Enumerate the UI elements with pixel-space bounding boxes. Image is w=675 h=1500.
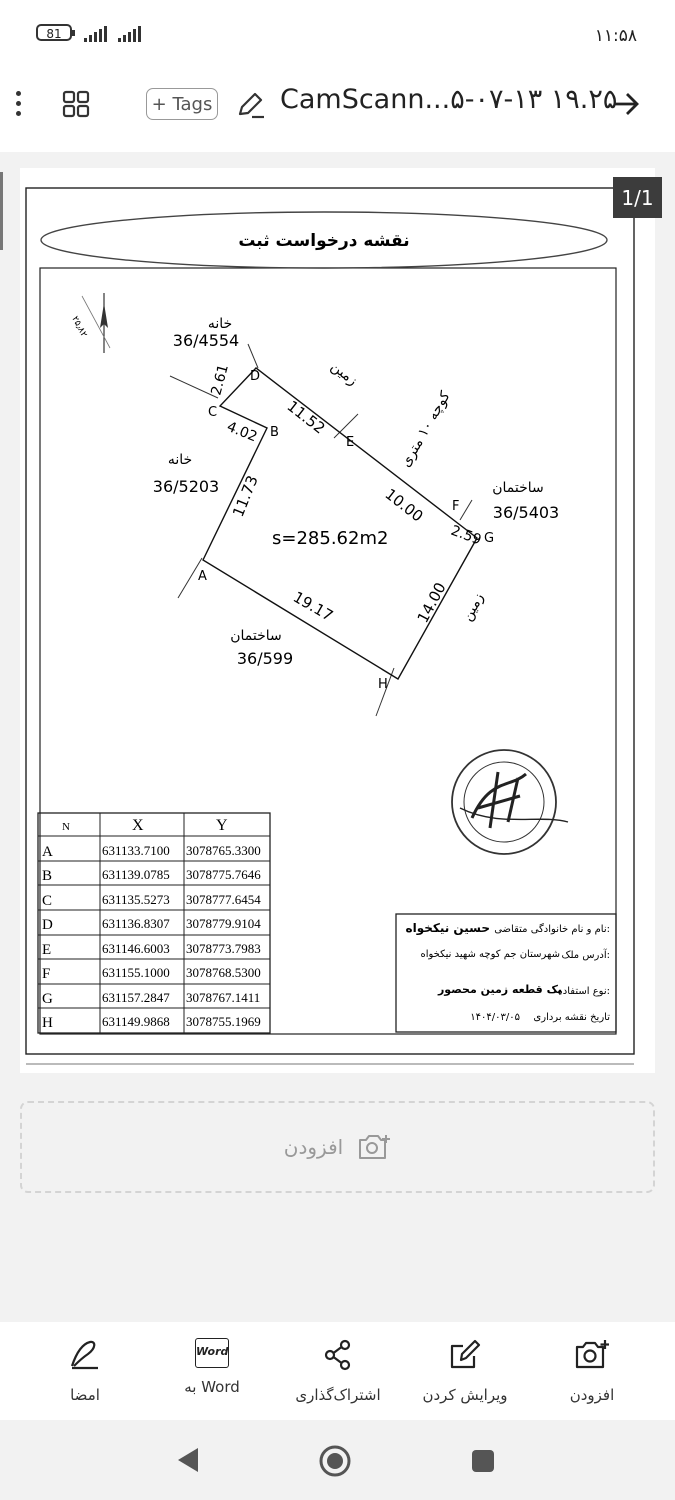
- signature-icon: [68, 1338, 102, 1372]
- signal-icon: [118, 26, 141, 42]
- owner-label: نام و نام خانوادگی متقاضی:: [494, 924, 610, 935]
- land-right-label: زمین: [459, 590, 488, 624]
- more-options-icon[interactable]: [12, 88, 24, 118]
- sign-button[interactable]: [25, 1338, 145, 1404]
- svg-text:3078777.6454: 3078777.6454: [186, 892, 261, 907]
- table-header-n: N: [62, 821, 70, 833]
- battery-level: 81: [46, 27, 62, 41]
- rename-pencil-icon[interactable]: [236, 90, 266, 120]
- recents-icon[interactable]: [470, 1448, 496, 1474]
- office-seal: [452, 750, 568, 854]
- neighbor-building-bottom-num: 36/599: [236, 649, 294, 668]
- home-icon[interactable]: [318, 1444, 352, 1478]
- point-c: C: [208, 405, 218, 420]
- land-top-label: زمین: [327, 358, 361, 390]
- svg-text:631146.6003: 631146.6003: [102, 941, 170, 956]
- battery-icon: [36, 24, 72, 41]
- table-header-x: X: [132, 817, 144, 834]
- share-label: اشتراک‌گذاری: [295, 1386, 381, 1404]
- table-header-y: Y: [216, 817, 228, 834]
- north-label: ۲۵٫۸۲: [69, 314, 89, 340]
- owner-value: حسین نیکخواه: [405, 921, 490, 935]
- share-icon: [321, 1338, 355, 1372]
- alley-label: کوچه ۱۰ متری: [397, 388, 454, 470]
- sign-label: امضا: [70, 1386, 100, 1404]
- svg-text:D: D: [42, 917, 53, 933]
- dim-fg: 2.59: [448, 522, 484, 549]
- svg-text:631136.8307: 631136.8307: [102, 916, 170, 931]
- svg-text:C: C: [42, 893, 53, 909]
- table-row: [42, 867, 261, 884]
- parcel-area: s=285.62m2: [272, 528, 389, 549]
- grid-view-icon[interactable]: [62, 90, 90, 118]
- dim-de: 11.52: [283, 396, 329, 438]
- neighbor-house-left-num: 36/5203: [152, 477, 220, 496]
- svg-text:631135.5273: 631135.5273: [102, 892, 170, 907]
- add-photo-icon: [357, 1132, 391, 1162]
- neighbor-building-right-name: ساختمان: [492, 480, 544, 496]
- point-d: D: [250, 369, 261, 384]
- scroll-handle[interactable]: [0, 172, 3, 250]
- arrow-right-icon[interactable]: [610, 88, 642, 120]
- tags-button[interactable]: + Tags: [146, 88, 218, 120]
- page-counter: 1/1: [613, 177, 662, 218]
- document-title[interactable]: CamScann...۵-۰۷-۱۳ ۱۹.۲۵: [280, 84, 618, 115]
- point-f: F: [452, 499, 460, 514]
- bottom-toolbar: [0, 1322, 675, 1420]
- to-word-button[interactable]: [152, 1338, 272, 1396]
- clock: ۱۱:۵۸: [594, 26, 637, 46]
- dim-ef: 10.00: [381, 484, 427, 526]
- edit-button[interactable]: [405, 1338, 525, 1404]
- svg-text:3078767.1411: 3078767.1411: [186, 990, 261, 1005]
- table-row: [42, 941, 261, 958]
- svg-text:631157.2847: 631157.2847: [102, 990, 170, 1005]
- dim-ha: 19.17: [290, 587, 337, 625]
- svg-text:E: E: [42, 942, 52, 958]
- neighbor-building-bottom-name: ساختمان: [230, 628, 282, 644]
- svg-text:3078765.3300: 3078765.3300: [186, 843, 261, 858]
- svg-text:631133.7100: 631133.7100: [102, 843, 170, 858]
- point-e: E: [346, 435, 355, 450]
- survey-map: [20, 168, 655, 1073]
- svg-text:3078779.9104: 3078779.9104: [186, 916, 261, 931]
- neighbor-house-top-name: خانه: [207, 316, 233, 332]
- add-page-button[interactable]: [20, 1101, 655, 1193]
- status-bar: [0, 0, 675, 66]
- svg-text:631149.9868: 631149.9868: [102, 1014, 170, 1029]
- share-button[interactable]: [278, 1338, 398, 1404]
- neighbor-building-right-num: 36/5403: [492, 503, 560, 522]
- point-g: G: [484, 531, 495, 546]
- map-heading: نقشه درخواست ثبت: [238, 231, 410, 251]
- usage-label: نوع استفاده:: [557, 986, 610, 997]
- dim-ab: 11.73: [229, 472, 262, 520]
- date-label: تاریخ نقشه برداری: [533, 1012, 610, 1023]
- svg-text:3078775.7646: 3078775.7646: [186, 867, 261, 882]
- table-row: [42, 990, 260, 1007]
- point-h: H: [378, 677, 388, 692]
- dim-cd: 2.61: [208, 362, 232, 398]
- svg-text:B: B: [42, 868, 53, 884]
- add-photo-icon: [574, 1338, 610, 1372]
- dim-cb: 4.02: [224, 418, 260, 446]
- neighbor-house-left-name: خانه: [167, 452, 193, 468]
- add-page-label: افزودن: [283, 1135, 344, 1159]
- svg-text:3078768.5300: 3078768.5300: [186, 965, 261, 980]
- usage-value: یک قطعه زمین محصور: [437, 983, 562, 996]
- point-b: B: [270, 425, 279, 440]
- address-label: آدرس ملک:: [561, 950, 610, 961]
- svg-text:631139.0785: 631139.0785: [102, 867, 170, 882]
- svg-text:F: F: [42, 966, 51, 982]
- add-label: افزودن: [569, 1386, 615, 1404]
- svg-text:631155.1000: 631155.1000: [102, 965, 170, 980]
- svg-text:G: G: [42, 991, 53, 1007]
- date-value: ۱۴۰۴/۰۳/۰۵: [470, 1012, 520, 1023]
- dim-gh: 14.00: [413, 579, 450, 626]
- address-value: شهرستان جم کوچه شهید نیکخواه: [420, 949, 560, 960]
- edit-label: ویرایش کردن: [422, 1386, 508, 1404]
- signal-icon: [84, 26, 107, 42]
- svg-text:A: A: [42, 844, 53, 860]
- table-row: [42, 1014, 261, 1031]
- table-row: [42, 892, 261, 909]
- neighbor-house-top-num: 36/4554: [172, 331, 240, 350]
- edit-icon: [448, 1338, 482, 1372]
- document-page[interactable]: [20, 168, 655, 1073]
- app-bar: [0, 66, 675, 152]
- point-a: A: [198, 569, 207, 584]
- word-icon: Word: [195, 1338, 229, 1368]
- back-icon[interactable]: [176, 1446, 200, 1474]
- coordinate-table: [38, 813, 270, 1033]
- system-nav-bar: [0, 1420, 675, 1500]
- table-row: [42, 965, 261, 982]
- table-row: [42, 843, 261, 860]
- svg-text:3078755.1969: 3078755.1969: [186, 1014, 261, 1029]
- to-word-label: به Word: [184, 1378, 240, 1396]
- svg-text:3078773.7983: 3078773.7983: [186, 941, 261, 956]
- info-box: [396, 914, 616, 1032]
- table-row: [42, 916, 261, 933]
- svg-text:H: H: [42, 1015, 53, 1031]
- north-arrow-icon: [69, 293, 110, 353]
- add-button[interactable]: [532, 1338, 652, 1404]
